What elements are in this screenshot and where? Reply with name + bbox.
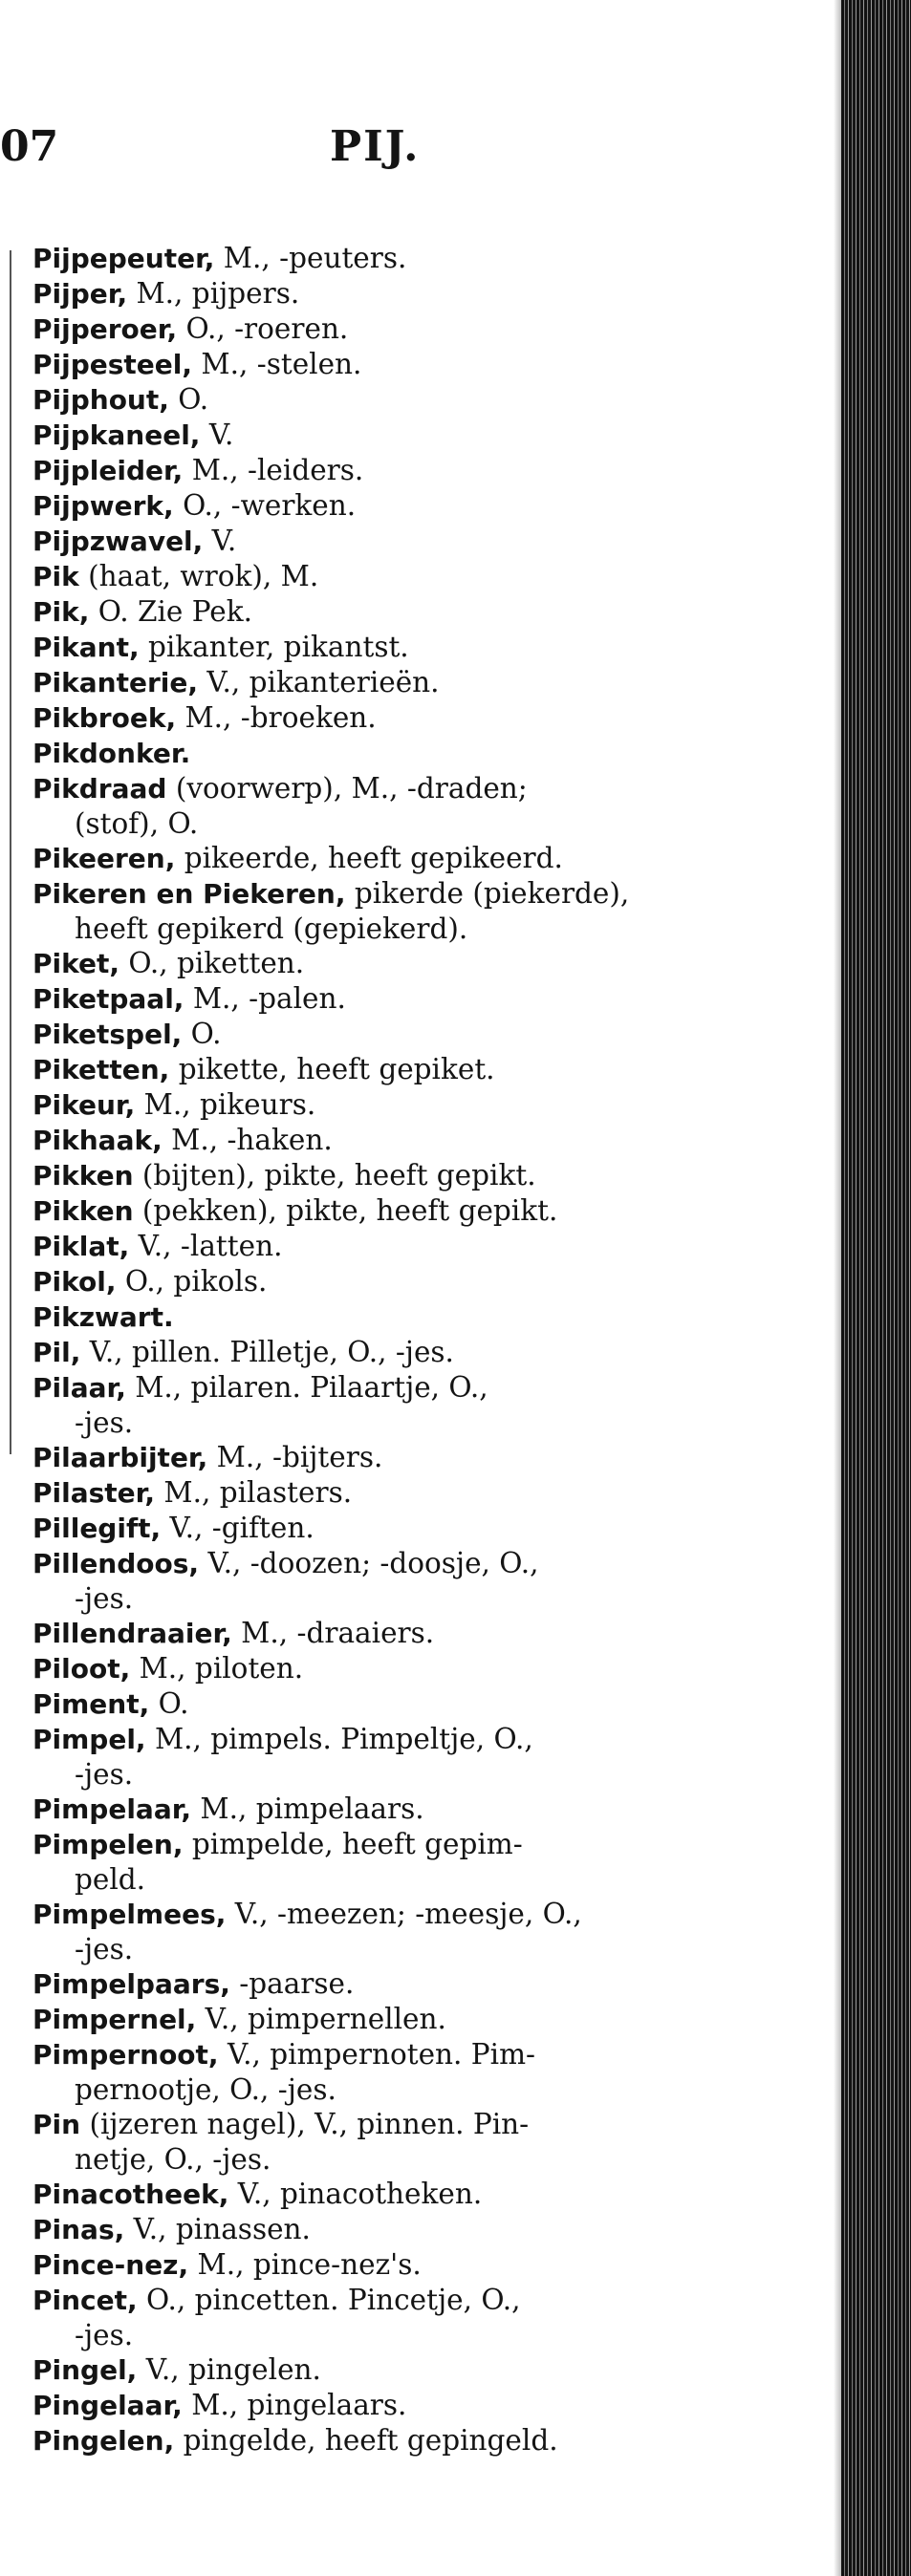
entry-line	[33, 2212, 730, 2247]
entry-definition: M., pilaren. Pilaartje, O.,	[125, 1371, 488, 1404]
dictionary-entry	[33, 2388, 730, 2423]
entry-headword: Pingelaar,	[33, 2390, 183, 2421]
entry-definition: M., pimpelaars.	[191, 1792, 424, 1825]
entry-definition: M., -broeken.	[176, 701, 377, 734]
entry-line	[33, 1722, 730, 1757]
entry-headword: Pijpepeuter,	[33, 243, 215, 274]
entry-line	[33, 1335, 730, 1370]
page-number: 07	[0, 122, 59, 171]
entry-line	[33, 347, 730, 382]
entry-line	[33, 1651, 730, 1686]
entry-definition: M., -stelen.	[192, 348, 362, 380]
entry-headword: Pikant,	[33, 632, 140, 663]
entry-line	[33, 1827, 730, 1862]
dictionary-entry	[33, 1546, 730, 1616]
running-head: PIJ.	[330, 122, 421, 171]
entry-definition: O. Zie Pek.	[89, 595, 252, 628]
entry-definition: V., pillen. Pilletje, O., -jes.	[80, 1336, 454, 1368]
entry-definition: pikerde (piekerde),	[345, 877, 630, 910]
entry-line	[33, 453, 730, 488]
book-gutter	[841, 0, 911, 2576]
entry-definition: M., -palen.	[184, 982, 346, 1015]
entry-line	[33, 946, 730, 981]
entry-line	[33, 1686, 730, 1722]
dictionary-entry	[33, 1722, 730, 1792]
dictionary-entry	[33, 382, 730, 418]
entry-line	[33, 2423, 730, 2458]
entry-continuation: peld.	[75, 1863, 146, 1896]
entry-headword: Pikbroek,	[33, 702, 177, 734]
dictionary-entry	[33, 1335, 730, 1370]
entry-headword: Pikol,	[33, 1266, 117, 1298]
entry-definition: (ijzeren nagel), V., pinnen. Pin-	[80, 2108, 530, 2140]
entry-headword: Pillegift,	[33, 1513, 162, 1544]
entry-definition: (pekken), pikte, heeft gepikt.	[133, 1194, 558, 1227]
entry-headword: Pingel,	[33, 2354, 138, 2386]
entry-headword: Pilaarbijter,	[33, 1442, 208, 1473]
entry-headword: Pimpelaar,	[33, 1793, 192, 1825]
entry-list	[33, 241, 730, 2458]
dictionary-entry	[33, 1897, 730, 1966]
dictionary-entry	[33, 453, 730, 488]
entry-line	[33, 559, 730, 594]
entry-definition: V., pikanterieën.	[197, 666, 440, 698]
entry-line	[33, 2177, 730, 2212]
entry-definition: V.	[203, 525, 237, 557]
entry-line	[33, 382, 730, 418]
entry-definition: pikanter, pikantst.	[139, 631, 409, 663]
entry-headword: Piloot,	[33, 1653, 131, 1685]
entry-line	[33, 1123, 730, 1158]
dictionary-entry	[33, 2212, 730, 2247]
entry-headword: Piment,	[33, 1688, 150, 1720]
dictionary-entry	[33, 1123, 730, 1158]
dictionary-entry	[33, 2283, 730, 2352]
entry-headword: Pinacotheek,	[33, 2179, 229, 2210]
entry-line	[33, 665, 730, 700]
entry-definition: O., -roeren.	[177, 312, 349, 345]
entry-definition: O.	[182, 1018, 222, 1050]
dictionary-entry	[33, 1616, 730, 1651]
dictionary-entry	[33, 2002, 730, 2037]
entry-line	[33, 1897, 730, 1932]
entry-line	[33, 1440, 730, 1475]
entry-line	[33, 311, 730, 347]
book-gutter-edge	[834, 0, 841, 2576]
entry-line	[33, 418, 730, 453]
entry-definition: M., pijpers.	[127, 277, 300, 310]
entry-continuation: -jes.	[75, 1758, 134, 1791]
entry-definition: -paarse.	[229, 1967, 355, 2000]
dictionary-entry	[33, 1370, 730, 1440]
entry-line	[33, 1370, 730, 1406]
entry-headword: Pijper,	[33, 278, 128, 310]
entry-continuation: -jes.	[75, 1933, 134, 1965]
entry-headword: Pimpelpaars,	[33, 1968, 230, 2000]
entry-definition: (haat, wrok), M.	[78, 560, 319, 592]
entry-definition: pimpelde, heeft gepim-	[183, 1828, 523, 1860]
entry-definition: pikeerde, heeft gepikeerd.	[175, 842, 563, 874]
dictionary-entry	[33, 1651, 730, 1686]
entry-headword: Pikanterie,	[33, 667, 198, 698]
entry-line	[33, 1475, 730, 1511]
entry-line	[33, 2107, 730, 2142]
dictionary-entry	[33, 418, 730, 453]
entry-line	[33, 1546, 730, 1581]
entry-continuation: (stof), O.	[75, 807, 199, 840]
entry-definition: M., -draaiers.	[231, 1617, 435, 1649]
entry-headword: Pikdonker.	[33, 738, 191, 769]
entry-headword: Pimpernel,	[33, 2004, 197, 2035]
dictionary-entry	[33, 700, 730, 736]
dictionary-entry	[33, 630, 730, 665]
entry-headword: Piketpaal,	[33, 983, 184, 1015]
entry-headword: Pikeren en Piekeren,	[33, 878, 346, 910]
entry-line	[33, 1616, 730, 1651]
entry-definition: V., pimpernoten. Pim-	[218, 2038, 536, 2071]
entry-definition: M., pince-nez's.	[188, 2248, 422, 2281]
entry-line	[33, 524, 730, 559]
entry-headword: Pikeeren,	[33, 843, 176, 874]
entry-line	[33, 1193, 730, 1229]
entry-definition: M., pimpels. Pimpeltje, O.,	[145, 1723, 533, 1755]
entry-definition: M., pikeurs.	[135, 1088, 316, 1121]
dictionary-entry	[33, 241, 730, 276]
entry-line	[33, 1158, 730, 1193]
dictionary-entry	[33, 1299, 730, 1335]
entry-line	[33, 700, 730, 736]
entry-definition: pikette, heeft gepiket.	[169, 1053, 495, 1085]
dictionary-entry	[33, 524, 730, 559]
dictionary-entry	[33, 1158, 730, 1193]
entry-definition: M., pingelaars.	[182, 2389, 407, 2421]
dictionary-entry	[33, 1686, 730, 1722]
dictionary-entry	[33, 1087, 730, 1123]
entry-line	[33, 276, 730, 311]
entry-headword: Pikeur,	[33, 1089, 136, 1121]
dictionary-entry	[33, 1440, 730, 1475]
entry-headword: Piket,	[33, 948, 119, 979]
dictionary-entry	[33, 2037, 730, 2107]
entry-line	[33, 2037, 730, 2072]
entry-headword: Pik	[33, 561, 79, 592]
entry-headword: Pince-nez,	[33, 2249, 189, 2281]
dictionary-entry	[33, 1264, 730, 1299]
entry-headword: Pikdraad	[33, 773, 167, 805]
entry-line	[33, 2352, 730, 2388]
entry-headword: Pimpelen,	[33, 1829, 184, 1860]
entry-definition: O., pincetten. Pincetje, O.,	[137, 2284, 521, 2316]
entry-definition: pingelde, heeft gepingeld.	[174, 2424, 558, 2457]
entry-line	[33, 488, 730, 524]
entry-line	[33, 2283, 730, 2318]
entry-line	[33, 771, 730, 806]
entry-headword: Pijphout,	[33, 384, 169, 416]
dictionary-entry	[33, 981, 730, 1017]
dictionary-entry	[33, 488, 730, 524]
dictionary-entry	[33, 2423, 730, 2458]
dictionary-entry	[33, 1229, 730, 1264]
entry-line	[33, 736, 730, 771]
entry-definition: (voorwerp), M., -draden;	[166, 772, 528, 805]
entry-line	[33, 981, 730, 1017]
entry-definition: V.	[200, 419, 234, 451]
entry-definition: V., pingelen.	[137, 2353, 321, 2386]
entry-headword: Pincet,	[33, 2285, 138, 2316]
entry-headword: Pikken	[33, 1160, 134, 1191]
entry-definition: V., pinassen.	[124, 2213, 311, 2245]
dictionary-entry	[33, 2247, 730, 2283]
entry-continuation: -jes.	[75, 1582, 134, 1615]
entry-line	[33, 1052, 730, 1087]
entry-definition: O., piketten.	[119, 947, 305, 979]
dictionary-entry	[33, 1475, 730, 1511]
dictionary-entry	[33, 1017, 730, 1052]
entry-headword: Pin	[33, 2109, 81, 2140]
entry-continuation: -jes.	[75, 1406, 134, 1439]
entry-definition: O.	[149, 1687, 189, 1720]
entry-line	[33, 1017, 730, 1052]
entry-line	[33, 1229, 730, 1264]
dictionary-entry	[33, 1966, 730, 2002]
dictionary-entry	[33, 347, 730, 382]
entry-definition: V., -meezen; -meesje, O.,	[226, 1898, 582, 1930]
entry-headword: Piketspel,	[33, 1019, 183, 1050]
entry-headword: Pikken	[33, 1195, 134, 1227]
entry-line	[33, 1792, 730, 1827]
entry-headword: Pijpzwavel,	[33, 526, 204, 557]
entry-line	[33, 2002, 730, 2037]
entry-headword: Pikzwart.	[33, 1301, 174, 1333]
entry-headword: Pik,	[33, 596, 90, 628]
entry-headword: Pingelen,	[33, 2425, 175, 2457]
entry-line	[33, 1511, 730, 1546]
entry-headword: Pinas,	[33, 2214, 125, 2245]
entry-headword: Pikhaak,	[33, 1125, 163, 1156]
dictionary-entry	[33, 876, 730, 946]
entry-continuation: -jes.	[75, 2319, 134, 2351]
entry-definition: M., -leiders.	[183, 454, 364, 486]
entry-headword: Pijpesteel,	[33, 349, 193, 380]
dictionary-entry	[33, 1511, 730, 1546]
entry-definition: V., pinacotheken.	[228, 2178, 483, 2210]
entry-headword: Pimpelmees,	[33, 1899, 227, 1930]
entry-line	[33, 841, 730, 876]
entry-definition: M., pilasters.	[154, 1476, 353, 1509]
dictionary-entry	[33, 2107, 730, 2177]
entry-definition: V., pimpernellen.	[196, 2003, 446, 2035]
entry-definition: V., -latten.	[129, 1230, 283, 1262]
entry-line	[33, 2247, 730, 2283]
entry-headword: Pimpel,	[33, 1724, 146, 1755]
entry-line	[33, 1966, 730, 2002]
entry-headword: Pimpernoot,	[33, 2039, 219, 2071]
entry-continuation: pernootje, O., -jes.	[75, 2073, 336, 2106]
dictionary-entry	[33, 1827, 730, 1897]
entry-line	[33, 2388, 730, 2423]
entry-definition: O.	[168, 383, 209, 416]
dictionary-entry	[33, 276, 730, 311]
entry-definition: O., pikols.	[116, 1265, 268, 1298]
entry-headword: Pijpleider,	[33, 455, 184, 486]
dictionary-entry	[33, 311, 730, 347]
entry-definition: V., -doozen; -doosje, O.,	[199, 1547, 539, 1579]
dictionary-entry	[33, 1193, 730, 1229]
dictionary-entry	[33, 665, 730, 700]
entry-line	[33, 1264, 730, 1299]
entry-headword: Pijpkaneel,	[33, 419, 201, 451]
dictionary-entry	[33, 841, 730, 876]
entry-line	[33, 1299, 730, 1335]
entry-headword: Piklat,	[33, 1231, 130, 1262]
entry-definition: (bijten), pikte, heeft gepikt.	[133, 1159, 536, 1191]
entry-definition: M., -bijters.	[207, 1441, 383, 1473]
dictionary-entry	[33, 946, 730, 981]
dictionary-entry	[33, 2352, 730, 2388]
entry-definition: M., -peuters.	[214, 242, 407, 274]
entry-headword: Pijperoer,	[33, 313, 178, 345]
entry-line	[33, 241, 730, 276]
dictionary-entry	[33, 559, 730, 594]
entry-headword: Pijpwerk,	[33, 490, 174, 522]
entry-definition: O., -werken.	[173, 489, 357, 522]
entry-headword: Pil,	[33, 1337, 81, 1368]
entry-headword: Pilaar,	[33, 1372, 126, 1404]
entry-continuation: netje, O., -jes.	[75, 2143, 271, 2176]
entry-line	[33, 594, 730, 630]
dictionary-entry	[33, 1052, 730, 1087]
entry-definition: M., piloten.	[130, 1652, 304, 1685]
entry-headword: Pillendoos,	[33, 1548, 200, 1579]
margin-rule	[10, 250, 11, 1454]
dictionary-entry	[33, 771, 730, 841]
dictionary-entry	[33, 736, 730, 771]
entry-line	[33, 876, 730, 912]
entry-continuation: heeft gepikerd (gepiekerd).	[75, 912, 468, 945]
entry-definition: V., -giften.	[161, 1512, 315, 1544]
entry-headword: Pillendraaier,	[33, 1618, 232, 1649]
entry-headword: Piketten,	[33, 1054, 170, 1085]
entry-line	[33, 630, 730, 665]
dictionary-entry	[33, 2177, 730, 2212]
entry-headword: Pilaster,	[33, 1477, 155, 1509]
entry-line	[33, 1087, 730, 1123]
dictionary-entry	[33, 594, 730, 630]
entry-definition: M., -haken.	[162, 1124, 333, 1156]
dictionary-entry	[33, 1792, 730, 1827]
